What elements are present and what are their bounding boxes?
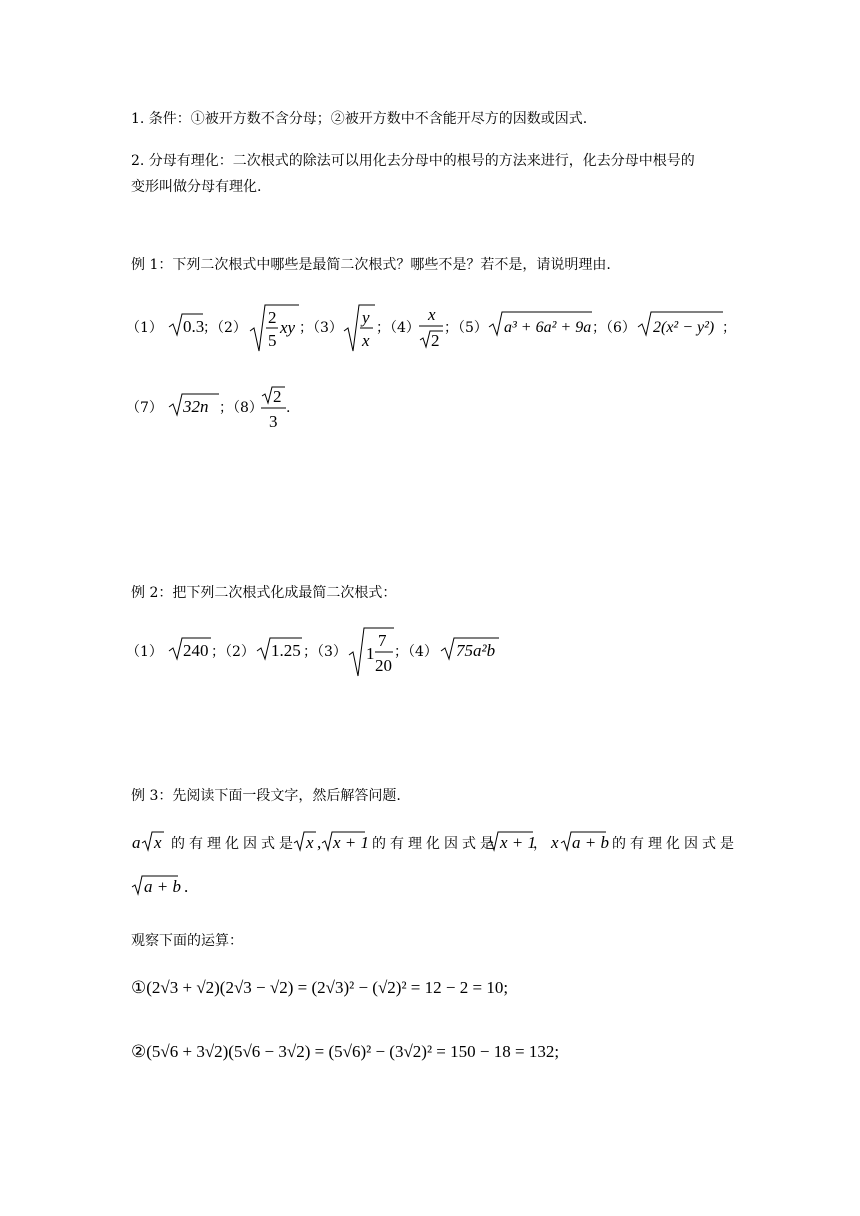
example1-row1-math <box>126 303 751 353</box>
ex1-label-7: ； <box>722 320 736 336</box>
ex1-expr1: 0.3 <box>183 317 205 336</box>
ex1-label-2: ；（2） <box>203 320 247 336</box>
ex1-label-3: ；（3） <box>299 320 343 336</box>
ex2-label-3: ；（3） <box>303 644 347 660</box>
para-t1: 的有理化因式是 <box>171 836 297 852</box>
ex1-expr2-tail: xy <box>280 318 296 337</box>
example1-row2-math <box>126 386 431 436</box>
ex1-expr4-den: 2 <box>431 331 440 350</box>
para-a: a <box>132 833 141 852</box>
ex2-expr3-num: 7 <box>378 631 387 650</box>
para-apb2: a + b <box>144 877 181 896</box>
ex1-label-5: ；（5） <box>444 320 488 336</box>
rationalization-def-line1: 2. 分母有理化：二次根式的除法可以用化去分母中的根号的方法来进行，化去分母中根号的 <box>131 153 695 169</box>
example1-title: 例 1：下列二次根式中哪些是最简二次根式？哪些不是？若不是，请说明理由. <box>131 257 611 273</box>
calc-1: ①(2√3 + √2)(2√3 − √2) = (2√3)² − (√2)² = 12 − 2 = 10; <box>131 978 509 997</box>
ex1-label-4: ；（4） <box>376 320 420 336</box>
ex1-expr2-num: 2 <box>268 308 277 327</box>
para-xp1b: x + 1 <box>500 833 537 852</box>
ex1-expr8-den: 3 <box>269 412 278 431</box>
para-x1: x <box>306 833 314 852</box>
ex2-expr1: 240 <box>183 641 209 660</box>
ex1-expr3-den: x <box>362 331 370 350</box>
ex2-label-4: ；（4） <box>394 644 438 660</box>
observe-label: 观察下面的运算： <box>131 933 243 949</box>
example3-title: 例 3：先阅读下面一段文字，然后解答问题. <box>131 788 401 804</box>
ex1-label-10: . <box>286 400 291 416</box>
example3-para-math2 <box>131 872 231 902</box>
ex2-label-1: （1） <box>126 644 163 660</box>
ex1-expr4-num: x <box>428 305 436 324</box>
para-comma2: ， <box>533 836 547 852</box>
ex1-label-8: （7） <box>126 400 163 416</box>
ex1-expr8-num: 2 <box>273 387 282 406</box>
ex1-label-1: （1） <box>126 320 163 336</box>
para-xl: x <box>551 833 559 852</box>
rationalization-def-line2: 变形叫做分母有理化. <box>131 179 262 195</box>
ex2-label-2: ；（2） <box>211 644 255 660</box>
ex1-expr7: 32n <box>183 397 209 416</box>
para-t3: 的有理化因式是 <box>612 836 738 852</box>
ex2-expr4: 75a²b <box>456 641 496 660</box>
ex1-label-6: ；（6） <box>592 320 636 336</box>
condition-item: 1. 条件：①被开方数不含分母；②被开方数中不含能开尽方的因数或因式. <box>131 111 588 127</box>
para-t2: 的有理化因式是 <box>372 836 498 852</box>
para-apb: a + b <box>572 833 609 852</box>
example2-title: 例 2：把下列二次根式化成最简二次根式： <box>131 585 397 601</box>
example3-para-math1 <box>131 828 738 858</box>
para-x: x <box>154 833 162 852</box>
ex1-expr5: a³ + 6a² + 9a <box>504 319 592 336</box>
ex2-expr3-whole: 1 <box>366 644 375 663</box>
para-xp1: x + 1 <box>333 833 370 852</box>
ex1-label-9: ；（8） <box>219 400 263 416</box>
ex1-expr6: 2(x² − y²) <box>653 319 715 336</box>
para-comma: , <box>317 833 322 852</box>
ex2-expr2: 1.25 <box>271 641 301 660</box>
ex1-expr2-den: 5 <box>268 331 277 350</box>
calc-2: ②(5√6 + 3√2)(5√6 − 3√2) = (5√6)² − (3√2)² = 150 − 18 = 132; <box>131 1042 560 1061</box>
ex1-expr3-num: y <box>362 308 370 327</box>
para-end: . <box>184 877 189 896</box>
example2-math <box>126 625 551 680</box>
ex2-expr3-den: 20 <box>375 656 392 675</box>
